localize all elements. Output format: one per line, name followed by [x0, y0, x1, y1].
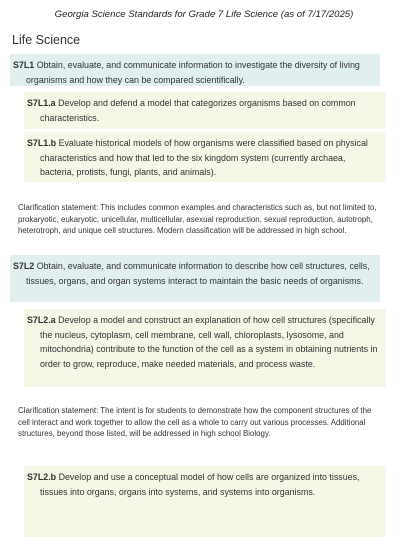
element-s7l1b	[24, 132, 386, 182]
standard-text: Obtain, evaluate, and communicate information to describe how cell structures, cells, tissues, organs, and organ systems interact to maintain the basic needs of organisms.	[26, 261, 370, 286]
clarification-statement-s7l1: Clarification statement: This includes common examples and characteristics such as, but not limited to, prokaryotic, eukaryotic, unicellular, multicellular, asexual reproduction, sexual reproduction, autotroph, heterotroph, and unique cell structures. Modern classification will be addressed in high school.	[18, 203, 377, 236]
element-text: Develop a model and construct an explanation of how cell structures (specifically the nucleus, cytoplasm, cell membrane, cell wall, chloroplasts, lysosome, and mitochondria) contribute to the function of the cell as a system in obtaining nutrients in order to grow, reproduce, make needed materials, and process waste.	[40, 315, 378, 369]
element-s7l2a	[24, 309, 386, 387]
clarification-statement-s7l2: Clarification statement: The intent is for students to demonstrate how the component structures of the cell interact and work together to allow the cell as a whole to carry out various processes. Additional structures, beyond those listed, will be addressed in high school Biology.	[18, 406, 372, 439]
element-code: S7L2.a	[27, 315, 56, 325]
document-header: Georgia Science Standards for Grade 7 Life Science (as of 7/17/2025)	[54, 9, 354, 20]
element-s7l2b	[24, 466, 386, 537]
standard-code: S7L2	[13, 261, 35, 271]
element-text: Develop and use a conceptual model of how cells are organized into tissues, tissues into organs, organs into systems, and systems into organisms.	[40, 472, 360, 497]
element-code: S7L1.a	[27, 98, 56, 108]
element-s7l1a	[24, 92, 386, 129]
standard-text: Obtain, evaluate, and communicate information to investigate the diversity of living organisms and how they can be compared scientifically.	[26, 60, 360, 85]
element-text: Develop and defend a model that categorizes organisms based on common characteristics.	[40, 98, 356, 123]
section-title: Life Science	[12, 33, 81, 47]
element-code: S7L1.b	[27, 138, 57, 148]
standard-s7l1	[10, 54, 380, 86]
element-code: S7L2.b	[27, 472, 57, 482]
standard-s7l2	[10, 255, 380, 302]
standard-code: S7L1	[13, 60, 35, 70]
element-text: Evaluate historical models of how organisms were classified based on physical characteristics and how that led to the six kingdom system (currently archaea, bacteria, protists, fungi, plants, and animals).	[40, 138, 368, 177]
